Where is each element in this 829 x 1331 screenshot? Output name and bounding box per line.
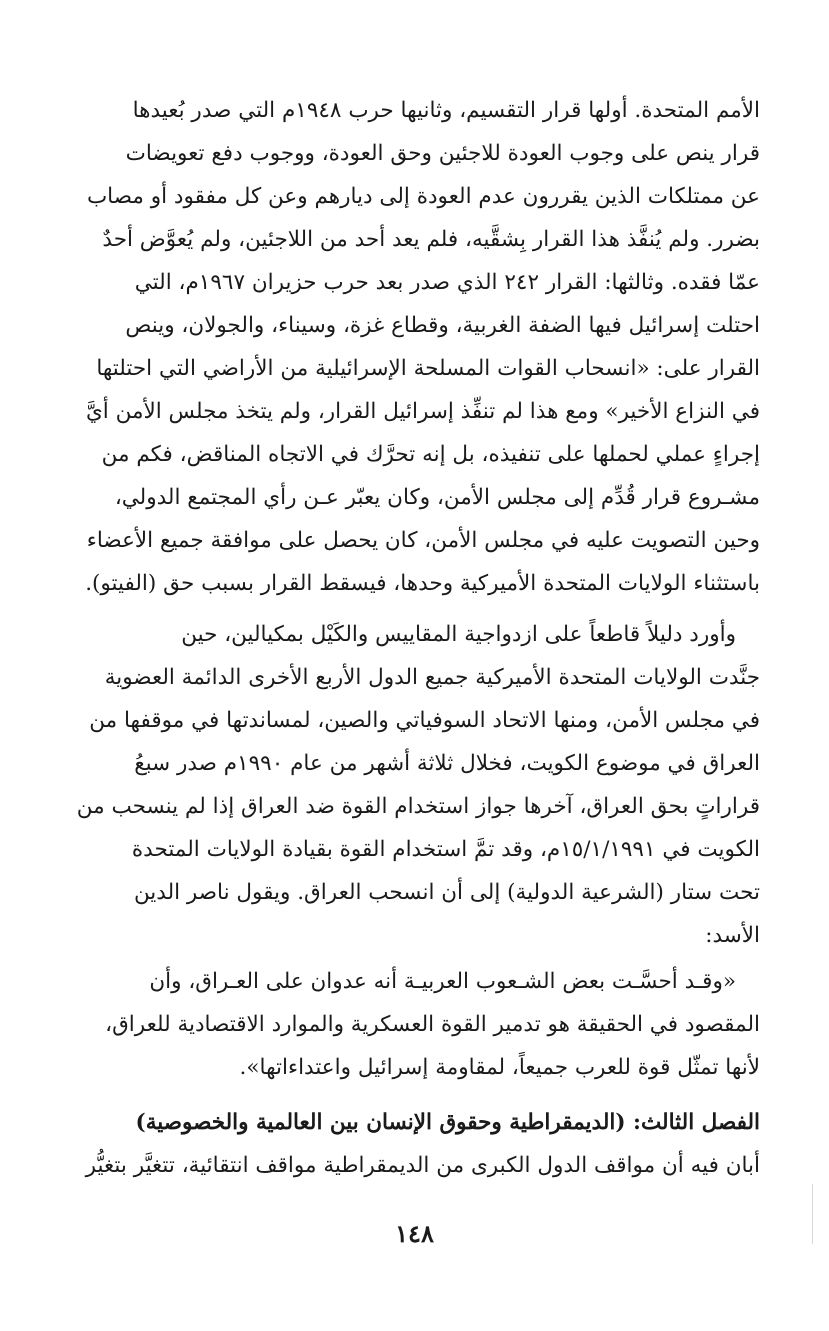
text-line: الأمم المتحدة. أولها قرار التقسيم، وثانيها حرب ١٩٤٨م التي صدر بُعيدها	[132, 98, 760, 123]
text-line: مشـروع قرار قُدِّم إلى مجلس الأمن، وكان يعبّر عـن رأي المجتمع الدولي،	[114, 485, 760, 510]
paragraph-un-resolutions	[76, 89, 760, 605]
text-line: العراق في موضوع الكويت، فخلال ثلاثة أشهر من عام ١٩٩٠م صدر سبعُ	[134, 751, 760, 776]
quote-line: «وقـد أحسَّـت بعض الشـعوب العربيـة أنه عدوان على العـراق، وأن	[149, 969, 736, 994]
text-line: وأورد دليلاً قاطعاً على ازدواجية المقاييس والكَيْل بمكيالين، حين	[181, 622, 736, 647]
text-line: قراراتٍ بحق العراق، آخرها جواز استخدام القوة ضد العراق إذا لم ينسحب من	[76, 794, 760, 819]
text-line: عن ممتلكات الذين يقررون عدم العودة إلى ديارهم وعن كل مفقود أو مصاب	[86, 184, 760, 209]
text-line: تحت ستار (الشرعية الدولية) إلى أن انسحب العراق. ويقول ناصر الدين	[133, 880, 760, 905]
text-line: الأسد:	[705, 923, 760, 948]
paragraph-double-standards	[76, 613, 760, 957]
text-line: جنَّدت الولايات المتحدة الأميركية جميع الدول الأربع الأخرى الدائمة العضوية	[104, 665, 760, 690]
text-line: قرار ينص على وجوب العودة للاجئين وحق العودة، ووجوب دفع تعويضات	[125, 141, 760, 166]
section-heading: الفصل الثالث: (الديمقراطية وحقوق الإنسان بين العالمية والخصوصية)	[135, 1110, 760, 1135]
text-line: القرار على: «انسحاب القوات المسلحة الإسرائيلية من الأراضي التي احتلتها	[96, 356, 760, 381]
page-number: ١٤٨	[395, 1219, 434, 1248]
section-chapter-three	[76, 1101, 760, 1187]
text-line: في مجلس الأمن، ومنها الاتحاد السوفياتي والصين، لمساندتها في موقفها من	[89, 708, 760, 733]
quote-line: لأنها تمثّل قوة للعرب جميعاً، لمقاومة إسرائيل واعتداءاتها».	[239, 1055, 760, 1080]
text-line: وحين التصويت عليه في مجلس الأمن، كان يحصل على موافقة جميع الأعضاء	[86, 528, 760, 553]
text-line: الكويت في ١٥/١/١٩٩١م، وقد تمَّ استخدام القوة بقيادة الولايات المتحدة	[131, 837, 760, 862]
block-quote	[76, 960, 760, 1089]
text-line: احتلت إسرائيل فيها الضفة الغربية، وقطاع غزة، وسيناء، والجولان، وينص	[125, 313, 760, 338]
text-line: عمّا فقده. وثالثها: القرار ٢٤٢ الذي صدر بعد حرب حزيران ١٩٦٧م، التي	[134, 270, 760, 295]
text-line: أبان فيه أن مواقف الدول الكبرى من الديمقراطية مواقف انتقائية، تتغيَّر بتغيُّر	[85, 1153, 760, 1178]
page-edge-mark	[812, 1184, 813, 1244]
quote-line: المقصود في الحقيقة هو تدمير القوة العسكرية والموارد الاقتصادية للعراق،	[105, 1012, 760, 1037]
text-line: في النزاع الأخير» ومع هذا لم تنفِّذ إسرائيل القرار، ولم يتخذ مجلس الأمن أيَّ	[85, 399, 760, 424]
text-line: إجراءٍ عملي لحملها على تنفيذه، بل إنه تحرَّك في الاتجاه المناقض، فكم من	[101, 442, 760, 467]
text-line: بضرر. ولم يُنفَّذ هذا القرار بِشقَّيه، فلم يعد أحد من اللاجئين، ولم يُعوَّض أحدٌ	[102, 227, 760, 252]
text-line: باستثناء الولايات المتحدة الأميركية وحدها، فيسقط القرار بسبب حق (الفيتو).	[85, 571, 760, 596]
